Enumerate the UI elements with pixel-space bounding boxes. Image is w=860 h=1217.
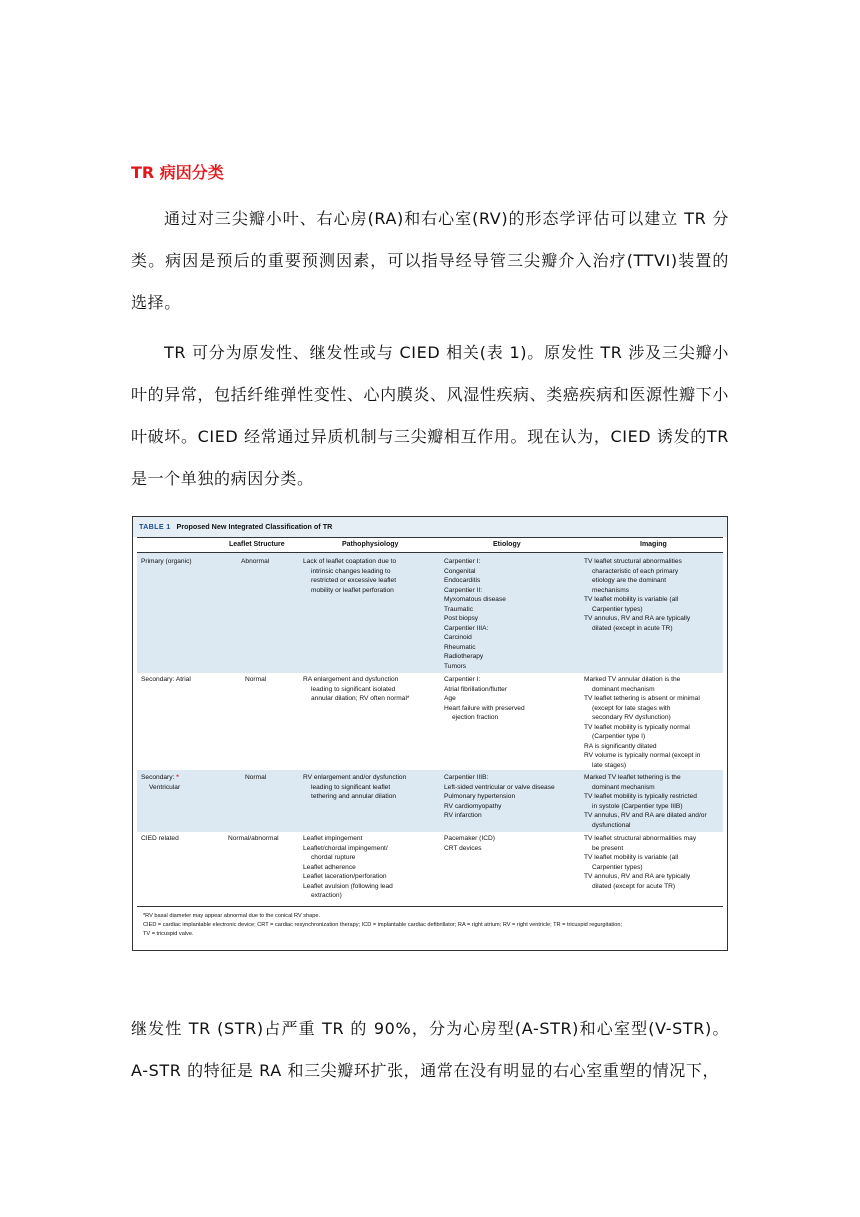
cell-line: RA enlargement and dysfunction [303, 676, 399, 683]
cell-line: Leaflet avulsion (following lead [303, 882, 393, 890]
cell-line: chordal rupture [311, 854, 356, 861]
cell-line: in systole (Carpentier type IIIB) [592, 802, 683, 810]
cell-line: Pulmonary hypertension [444, 793, 516, 800]
cell-line: Carpentier IIIB: [444, 774, 489, 781]
cell-line: Leaflet adherence [303, 863, 356, 871]
cell-line: TV leaflet mobility is variable (all [584, 596, 679, 603]
cell-line: Lack of leaflet coaptation due to [303, 558, 397, 565]
cell-line: CIED = cardiac implantable electronic device; CRT = cardiac resynchronization therapy; ICD = implantable cardiac defibrillator; RA = right atrium; RV = right ventricle; TR = tricuspid regurgitation; [143, 922, 623, 928]
cell-line: Carcinoid [444, 634, 472, 641]
cell-line: Age [444, 695, 456, 702]
header-imaging: Imaging [640, 541, 667, 548]
cell-line: Post biopsy [444, 615, 479, 622]
cell-line: RA is significantly dilated [584, 742, 657, 750]
cell-line: RV volume is typically normal (except in [584, 752, 701, 759]
table-footnotes [143, 912, 719, 939]
cell-line: Secondary: Atrial [141, 676, 191, 683]
table-label: TABLE 1 [139, 522, 171, 531]
row-imaging [584, 834, 696, 891]
cell-line: Secondary: * [141, 774, 179, 781]
row-pathophysiology [303, 675, 409, 704]
footnote-rule [137, 906, 723, 907]
row-pathophysiology [303, 557, 396, 595]
cell-line: TV annulus, RV and RA are typically [584, 873, 691, 880]
row-category [141, 557, 192, 567]
cell-line: Marked TV annular dilation is the [584, 676, 681, 683]
cell-line: Pacemaker (ICD) [444, 835, 495, 842]
cell-line: annular dilation; RV often normal* [311, 695, 410, 702]
cell-line: secondary RV dysfunction) [592, 714, 671, 721]
cell-line: *RV basal diameter may appear abnormal due to the conical RV shape. [143, 913, 321, 919]
cell-line: Rheumatic [444, 643, 476, 651]
cell-line: TV annulus, RV and RA are dilated and/or [584, 812, 707, 819]
cell-line: Leaflet impingement [303, 835, 363, 842]
row-etiology [444, 773, 555, 821]
cell-line: RV infarction [444, 812, 482, 819]
header-pathophysiology: Pathophysiology [342, 541, 399, 548]
paragraph-secondary: 继发性 TR (STR)占严重 TR 的 90%，分为心房型(A-STR)和心室型(V-STR)。A-STR 的特征是 RA 和三尖瓣环扩张，通常在没有明显的右心室重塑的情况下， [131, 1019, 729, 1080]
cell-line: Leaflet laceration/perforation [303, 873, 387, 880]
cell-line: mechanisms [592, 586, 630, 594]
cell-line: dominant mechanism [592, 685, 655, 693]
row-imaging [584, 675, 700, 770]
cell-line: CRT devices [444, 844, 482, 852]
cell-line: Myxomatous disease [444, 596, 506, 603]
row-category [141, 834, 179, 844]
row-etiology [444, 675, 525, 723]
row-structure: Normal [245, 676, 267, 683]
cell-line: Radiotherapy [444, 653, 484, 660]
cell-line: mobility or leaflet perforation [311, 586, 394, 594]
cell-line: dysfunctional [592, 821, 631, 829]
cell-line: restricted or excessive leaflet [311, 577, 397, 584]
cell-line: dilated (except in acute TR) [592, 624, 673, 632]
cell-line: Heart failure with preserved [444, 704, 525, 712]
cell-line: TV leaflet tethering is absent or minimal [584, 695, 700, 702]
cell-line: Leaflet/chordal impingement/ [303, 844, 388, 852]
cell-line: Carpentier types) [592, 605, 643, 613]
header-etiology: Etiology [493, 541, 521, 548]
cell-line: TV leaflet mobility is variable (all [584, 854, 679, 861]
cell-line: (Carpentier type I) [592, 733, 646, 740]
cell-line: RV cardiomyopathy [444, 802, 502, 810]
cell-line: (except for late stages with [592, 704, 671, 712]
cell-line: Carpentier I: [444, 558, 481, 565]
table-title: Proposed New Integrated Classification of TR [176, 522, 333, 531]
cell-line: Ventricular [149, 783, 181, 791]
cell-line: RV enlargement and/or dysfunction [303, 774, 407, 781]
row-imaging [584, 773, 707, 830]
row-category [141, 675, 191, 685]
row-etiology [444, 834, 495, 853]
cell-line: ejection fraction [452, 714, 499, 721]
cell-line: characteristic of each primary [592, 567, 679, 575]
row-etiology [444, 557, 506, 671]
cell-line: leading to significant isolated [311, 685, 396, 693]
row-structure: Abnormal [241, 558, 270, 565]
cell-line: leading to significant leaflet [311, 783, 391, 791]
cell-line: TV leaflet mobility is typically restricted [584, 793, 697, 800]
cell-line: tethering and annular dilation [311, 793, 397, 800]
cell-line: TV leaflet structural abnormalities may [584, 835, 697, 842]
row-structure: Normal [245, 774, 267, 781]
cell-line: Endocarditis [444, 577, 481, 584]
cell-line: be present [592, 844, 624, 852]
cell-line: etiology are the dominant [592, 577, 667, 584]
paragraph-intro: 通过对三尖瓣小叶、右心房(RA)和右心室(RV)的形态学评估可以建立 TR 分类。病因是预后的重要预测因素，可以指导经导管三尖瓣介入治疗(TTVI)装置的选择。 [131, 209, 729, 312]
row-structure: Normal/abnormal [228, 835, 279, 842]
section-heading: TR 病因分类 [131, 163, 224, 182]
cell-line: TV annulus, RV and RA are typically [584, 615, 691, 622]
row-pathophysiology [303, 834, 393, 901]
table-top-rule [137, 537, 723, 538]
cell-line: Carpentier I: [444, 676, 481, 683]
cell-line: Primary (organic) [141, 558, 192, 565]
cell-line: TV leaflet structural abnormalities [584, 558, 682, 565]
cell-line: late stages) [592, 761, 627, 769]
cell-line: intrinsic changes leading to [311, 567, 391, 575]
header-leaflet-structure: Leaflet Structure [229, 541, 285, 548]
cell-line: Traumatic [444, 605, 474, 613]
cell-line: Carpentier IIIA: [444, 624, 489, 632]
table-title-bar [133, 517, 727, 537]
footnote-marker: * [176, 774, 179, 781]
cell-line: Marked TV leaflet tethering is the [584, 774, 681, 781]
row-category [141, 773, 180, 792]
cell-line: TV leaflet mobility is typically normal [584, 723, 690, 731]
paragraph-classification: TR 可分为原发性、继发性或与 CIED 相关(表 1)。原发性 TR 涉及三尖瓣小叶的异常，包括纤维弹性变性、心内膜炎、风湿性疾病、类癌疾病和医源性瓣下小叶破坏。CIED 经常通过异质机制与三尖瓣相互作用。现在认为，CIED 诱发的TR 是一个单独的病因分类。 [131, 343, 729, 488]
cell-line: CIED related [141, 835, 179, 842]
cell-line: Left-sided ventricular or valve disease [444, 783, 555, 791]
cell-line: Congenital [444, 567, 476, 575]
cell-line: dilated (except for acute TR) [592, 882, 676, 890]
cell-line: Atrial fibrillation/flutter [444, 685, 508, 693]
cell-line: Tumors [444, 662, 467, 670]
table-figure [132, 516, 728, 951]
row-imaging [584, 557, 690, 633]
cell-line: TV = tricuspid valve. [143, 931, 194, 937]
cell-line: extraction) [311, 892, 342, 899]
cell-line: Carpentier types) [592, 863, 643, 871]
cell-line: Carpentier II: [444, 586, 483, 594]
row-pathophysiology [303, 773, 406, 802]
cell-line: dominant mechanism [592, 783, 655, 791]
